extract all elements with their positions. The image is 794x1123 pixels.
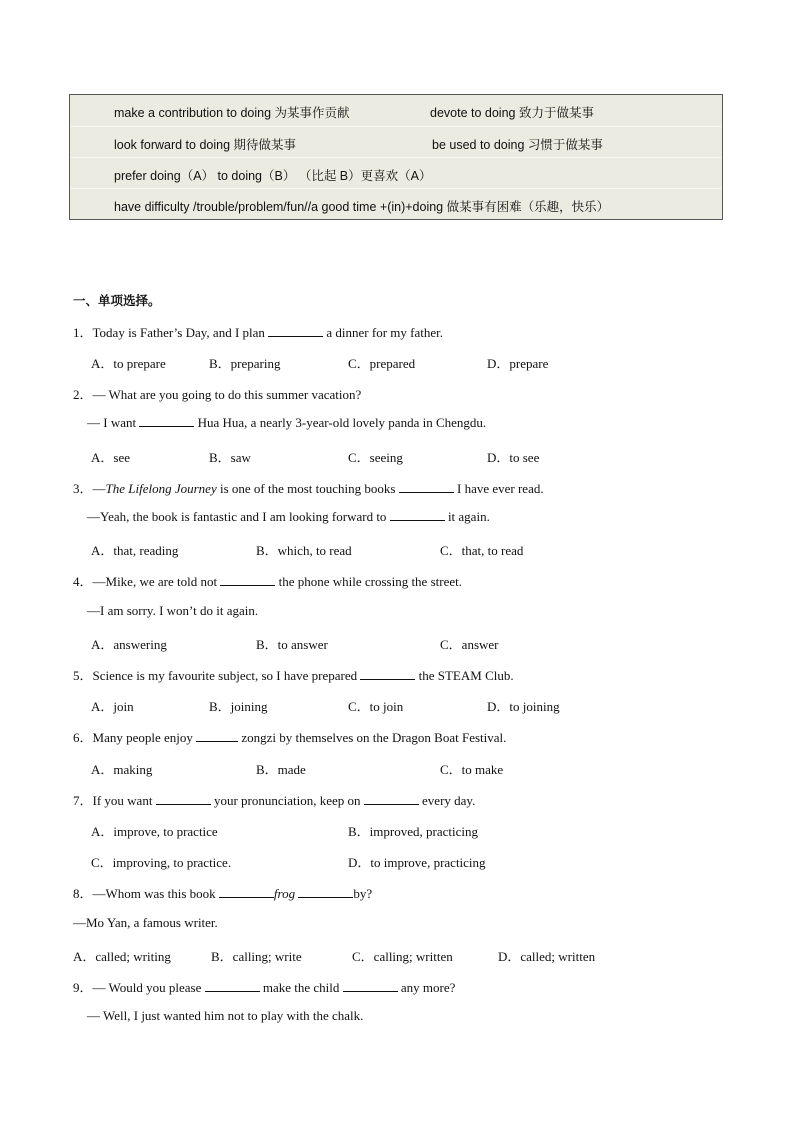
option-a[interactable]: A．answering xyxy=(91,637,167,652)
option-a[interactable]: A．called; writing xyxy=(73,949,171,964)
question-1 xyxy=(73,322,443,341)
answer-blank[interactable] xyxy=(343,980,398,992)
answer-blank[interactable] xyxy=(205,980,260,992)
phrase-row xyxy=(70,188,722,220)
question-7 xyxy=(73,790,475,809)
option-a[interactable]: A．to prepare xyxy=(91,356,166,371)
question-number: 7． xyxy=(73,793,93,808)
question-text: the STEAM Club. xyxy=(415,668,514,683)
option-d[interactable]: D．to improve, practicing xyxy=(348,855,486,870)
question-number: 4． xyxy=(73,574,93,589)
option-c[interactable]: C．seeing xyxy=(348,450,403,465)
question-6 xyxy=(73,727,506,746)
option-b[interactable]: B．improved, practicing xyxy=(348,824,478,839)
answer-blank[interactable] xyxy=(364,793,419,805)
answer-blank[interactable] xyxy=(219,886,274,898)
option-c[interactable]: C．to join xyxy=(348,699,404,714)
question-3-line-2 xyxy=(87,509,490,525)
question-text: is one of the most touching books xyxy=(216,481,399,496)
question-text: Science is my favourite subject, so I have prepared xyxy=(92,668,361,683)
option-b[interactable]: B．calling; write xyxy=(211,949,302,964)
question-text: your pronunciation, keep on xyxy=(210,793,364,808)
option-b[interactable]: B．saw xyxy=(209,450,251,465)
option-c[interactable]: C．calling; written xyxy=(352,949,453,964)
question-text: any more? xyxy=(397,980,456,995)
answer-blank[interactable] xyxy=(139,415,194,427)
question-text: — Well, I just wanted him not to play with the chalk. xyxy=(87,1008,364,1023)
question-2 xyxy=(73,384,361,403)
question-4-line-2 xyxy=(87,603,258,619)
option-d[interactable]: D．to see xyxy=(487,450,540,465)
option-b[interactable]: B．which, to read xyxy=(256,543,352,558)
question-text: the phone while crossing the street. xyxy=(275,574,462,589)
option-c[interactable]: C．to make xyxy=(440,762,504,777)
question-text: — Would you please xyxy=(92,980,205,995)
phrase-table xyxy=(69,94,723,220)
answer-blank[interactable] xyxy=(268,325,323,337)
option-a[interactable]: A．join xyxy=(91,699,134,714)
phrase-left: have difficulty /trouble/problem/fun//a good time +(in)+doing 做某事有困难（乐趣，快乐） xyxy=(114,200,610,214)
option-c[interactable]: C．answer xyxy=(440,637,499,652)
option-a[interactable]: A．making xyxy=(91,762,153,777)
question-text: — xyxy=(92,481,106,496)
question-number: 6． xyxy=(73,730,93,745)
answer-blank[interactable] xyxy=(399,481,454,493)
question-text: —Yeah, the book is fantastic and I am looking forward to xyxy=(87,509,390,524)
question-number: 9． xyxy=(73,980,93,995)
option-b[interactable]: B．joining xyxy=(209,699,268,714)
option-a[interactable]: A．improve, to practice xyxy=(91,824,218,839)
question-5 xyxy=(73,665,514,684)
question-text: —I am sorry. I won’t do it again. xyxy=(87,603,259,618)
question-text: Hua Hua, a nearly 3-year-old lovely panda in Chengdu. xyxy=(194,415,487,430)
answer-blank[interactable] xyxy=(156,793,211,805)
answer-blank[interactable] xyxy=(196,730,238,742)
question-number: 8． xyxy=(73,886,93,901)
phrase-row xyxy=(70,126,722,158)
question-text: I have ever read. xyxy=(453,481,544,496)
question-number: 2． xyxy=(73,387,93,402)
question-text: a dinner for my father. xyxy=(323,325,443,340)
option-b[interactable]: B．preparing xyxy=(209,356,281,371)
option-c[interactable]: C．prepared xyxy=(348,356,416,371)
question-text: every day. xyxy=(418,793,476,808)
question-text: Many people enjoy xyxy=(92,730,197,745)
question-3 xyxy=(73,478,544,497)
question-text: — What are you going to do this summer vacation? xyxy=(92,387,362,402)
option-c[interactable]: C．improving, to practice. xyxy=(91,855,232,870)
question-number: 1． xyxy=(73,325,93,340)
option-b[interactable]: B．to answer xyxy=(256,637,328,652)
answer-blank[interactable] xyxy=(360,668,415,680)
question-text: make the child xyxy=(259,980,343,995)
option-a[interactable]: A．see xyxy=(91,450,130,465)
question-number: 3． xyxy=(73,481,93,496)
question-9-line-2 xyxy=(87,1008,363,1024)
option-d[interactable]: D．prepare xyxy=(487,356,549,371)
phrase-left: look forward to doing 期待做某事 xyxy=(114,138,297,152)
question-8 xyxy=(73,883,372,902)
book-title: The Lifelong Journey xyxy=(105,481,217,496)
question-text: by? xyxy=(353,886,373,901)
answer-blank[interactable] xyxy=(298,886,353,898)
question-text: If you want xyxy=(92,793,156,808)
option-c[interactable]: C．that, to read xyxy=(440,543,524,558)
answer-blank[interactable] xyxy=(220,574,275,586)
question-text: it again. xyxy=(444,509,490,524)
book-title: frog xyxy=(273,886,296,901)
question-text: —Whom was this book xyxy=(92,886,219,901)
option-d[interactable]: D．called; written xyxy=(498,949,596,964)
phrase-right: be used to doing 习惯于做某事 xyxy=(432,138,603,152)
question-9 xyxy=(73,977,455,996)
answer-blank[interactable] xyxy=(390,509,445,521)
phrase-row xyxy=(70,157,722,189)
option-b[interactable]: B．made xyxy=(256,762,306,777)
option-d[interactable]: D．to joining xyxy=(487,699,560,714)
phrase-left: prefer doing（A） to doing（B） （比起 B）更喜欢（A） xyxy=(114,169,432,183)
question-text: Today is Father’s Day, and I plan xyxy=(92,325,269,340)
question-2-line-2 xyxy=(87,415,486,431)
question-4 xyxy=(73,571,462,590)
question-text: zongzi by themselves on the Dragon Boat Festival. xyxy=(238,730,507,745)
phrase-left: make a contribution to doing 为某事作贡献 xyxy=(114,106,350,120)
question-8-line-2 xyxy=(73,915,218,931)
question-number: 5． xyxy=(73,668,93,683)
question-text: —Mo Yan, a famous writer. xyxy=(73,915,218,930)
section-title: 一、单项选择。 xyxy=(73,293,161,308)
question-text: — I want xyxy=(87,415,140,430)
phrase-right: devote to doing 致力于做某事 xyxy=(430,106,594,120)
option-a[interactable]: A．that, reading xyxy=(91,543,179,558)
question-text: —Mike, we are told not xyxy=(92,574,221,589)
phrase-row xyxy=(70,95,722,126)
